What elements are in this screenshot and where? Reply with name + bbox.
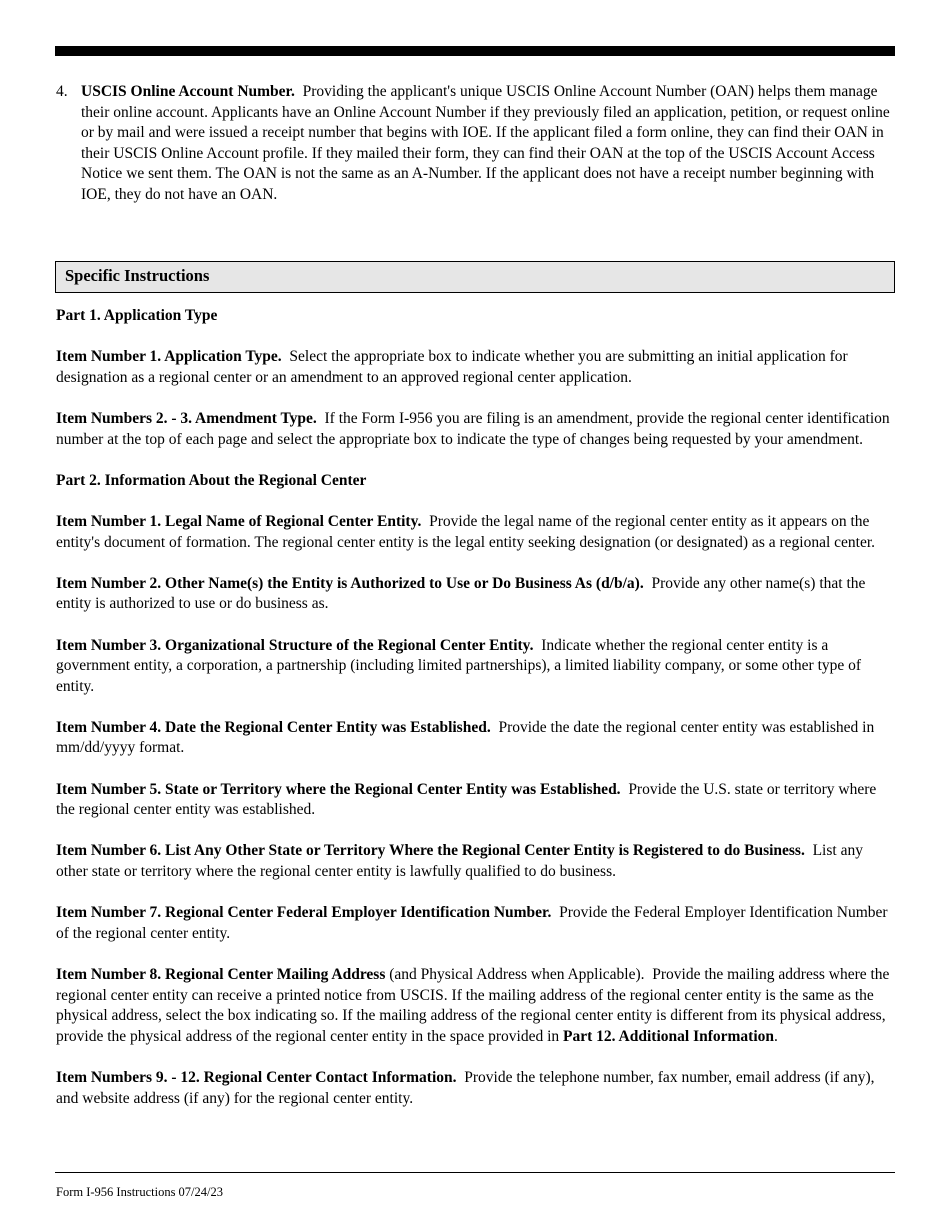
- item-text: Provide the legal name of the regional center entity as it appears on the entity's document of formation. The regional center entity is the legal entity seeking designation (or designated) as a regional center.: [56, 512, 876, 551]
- item-title: Item Number 6. List Any Other State or Territory Where the Regional Center Entity is Registered to do Business.: [56, 842, 805, 860]
- footer-rule: [55, 1172, 895, 1173]
- item-text: List any other state or territory where the regional center entity is lawfully qualified to do business.: [56, 842, 863, 881]
- item-text: Provide the telephone number, fax number, email address (if any), and website address (if any) for the regional center entity.: [56, 1068, 875, 1107]
- part2-item-9-12: [56, 1068, 890, 1109]
- section-header-specific-instructions: [55, 261, 895, 293]
- item-title: Item Numbers 9. - 12. Regional Center Contact Information.: [56, 1068, 457, 1086]
- item-text: Provide the U.S. state or territory where the regional center entity was established.: [56, 780, 877, 819]
- item-title: Item Number 2. Other Name(s) the Entity is Authorized to Use or Do Business As (d/b/a).: [56, 574, 644, 592]
- item-title: Item Number 3. Organizational Structure of the Regional Center Entity.: [56, 636, 534, 654]
- item-title: USCIS Online Account Number.: [81, 83, 295, 100]
- intro-item-oan: [56, 82, 890, 206]
- part2-item-7: [56, 903, 890, 944]
- item-title: Item Number 1. Application Type.: [56, 348, 282, 366]
- item-title: Item Number 4. Date the Regional Center Entity was Established.: [56, 718, 491, 736]
- part2-item-3: [56, 636, 890, 698]
- item-text: Provide the mailing address where the regional center entity can receive a printed notice from USCIS. If the mailing address of the regional center entity is the same as the physical address, select the box indicating so. If the mailing address of the regional center entity is different from its physical address, provide the physical address of the regional center entity in the space provided in: [56, 966, 890, 1045]
- part2-item-5: [56, 780, 890, 821]
- item-text: Provide any other name(s) that the entity is authorized to use or do business as.: [56, 574, 866, 613]
- item-title: Item Number 5. State or Territory where the Regional Center Entity was Established.: [56, 780, 621, 798]
- part2-item-2: [56, 574, 890, 615]
- part2-item-8: [56, 965, 890, 1047]
- part1-item-1: [56, 347, 890, 388]
- part2-item-1: [56, 512, 890, 553]
- part1-item-2: [56, 409, 890, 450]
- item-title-suffix: (and Physical Address when Applicable).: [389, 966, 645, 983]
- part2-item-6: [56, 841, 890, 882]
- instructions-body: [56, 306, 890, 1130]
- item-text: If the Form I-956 you are filing is an amendment, provide the regional center identification number at the top of each page and select the appropriate box to indicate the type of changes being requested by your amendment.: [56, 409, 890, 448]
- footer-form-id: Form I-956 Instructions 07/24/23: [56, 1185, 224, 1199]
- top-rule: [55, 46, 895, 56]
- item-text: Providing the applicant's unique USCIS Online Account Number (OAN) helps them manage their online account. Applicants have an Online Account Number if they previously filed an application, petition, or request online or by mail and were issued a receipt number that begins with IOE. If the applicant filed a form online, they can find their OAN in their USCIS Online Account profile. If they mailed their form, they can find their OAN at the top of the USCIS Account Access Notice we sent them. The OAN is not the same as an A-Number. If the applicant does not have a receipt number beginning with IOE, they do not have an OAN.: [81, 83, 890, 203]
- item-text: Select the appropriate box to indicate whether you are submitting an initial application for designation as a regional center or an amendment to an approved regional center application.: [56, 348, 848, 386]
- part2-heading: Part 2. Information About the Regional Center: [56, 471, 367, 489]
- item-title: Item Numbers 2. - 3. Amendment Type.: [56, 409, 317, 427]
- item-title: Item Number 8. Regional Center Mailing Address: [56, 966, 386, 983]
- item-title: Item Number 7. Regional Center Federal Employer Identification Number.: [56, 904, 552, 922]
- item-text: Provide the date the regional center entity was established in mm/dd/yyyy format.: [56, 718, 875, 757]
- intro-section: [56, 82, 890, 206]
- item-number: 4.: [56, 83, 68, 100]
- item-text: Provide the Federal Employer Identification Number of the regional center entity.: [56, 904, 888, 942]
- part1-heading: Part 1. Application Type: [56, 307, 218, 324]
- item-end: .: [774, 1027, 778, 1045]
- section-header-label: Specific Instructions: [65, 266, 210, 285]
- item-title: Item Number 1. Legal Name of Regional Center Entity.: [56, 512, 422, 530]
- part2-item-4: [56, 718, 890, 759]
- item-text: Indicate whether the regional center entity is a government entity, a corporation, a partnership (including limited partnerships), a limited liability company, or some other type of entity.: [56, 636, 862, 695]
- item-reference: Part 12. Additional Information: [563, 1027, 775, 1045]
